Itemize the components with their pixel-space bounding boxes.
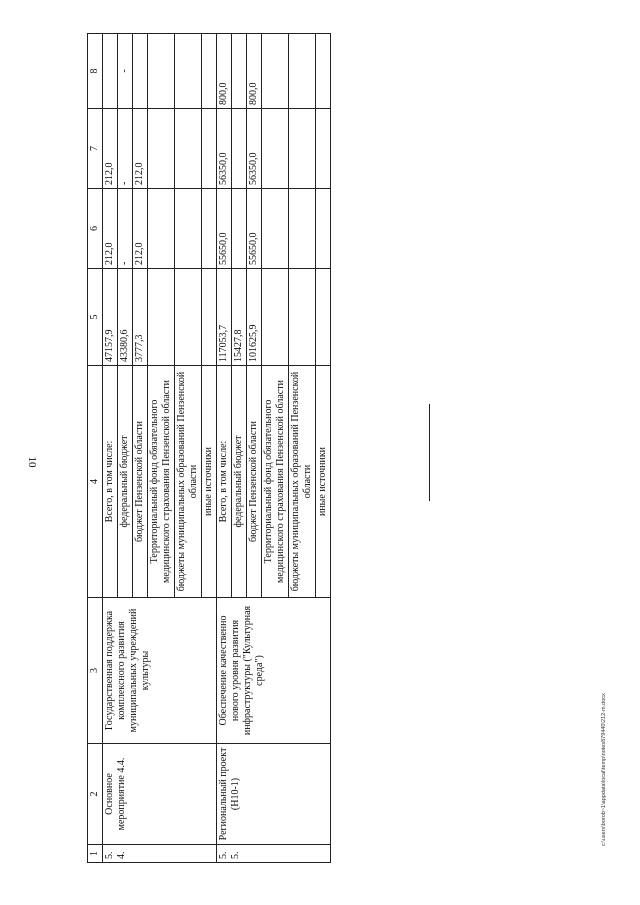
row-number: 5.4. xyxy=(103,845,217,863)
header-cell-1: 1 xyxy=(88,845,103,863)
value-col-7: - xyxy=(118,109,133,189)
value-col-6: 212,0 xyxy=(133,189,148,269)
header-cell-8: 8 xyxy=(88,34,103,109)
header-cell-5: 5 xyxy=(88,269,103,366)
funding-source: бюджет Пензенской области xyxy=(247,366,262,598)
value-col-8: 800,0 xyxy=(247,34,262,109)
value-col-7: 212,0 xyxy=(103,109,118,189)
header-cell-2: 2 xyxy=(88,744,103,845)
value-col-8 xyxy=(202,34,217,109)
header-row xyxy=(88,34,103,863)
value-col-5: 47157,9 xyxy=(103,269,118,366)
value-col-5: 43380,6 xyxy=(118,269,133,366)
value-col-7 xyxy=(175,109,202,189)
value-col-7 xyxy=(316,109,331,189)
value-col-5 xyxy=(175,269,202,366)
value-col-7: 212,0 xyxy=(133,109,148,189)
header-cell-4: 4 xyxy=(88,366,103,598)
value-col-5: 3777,3 xyxy=(133,269,148,366)
table-row xyxy=(103,34,118,863)
measure-description: Государственная поддержка комплексного развития муниципальных учреждений культуры xyxy=(103,598,217,744)
value-col-6 xyxy=(316,189,331,269)
funding-source: бюджеты муниципальных образований Пензенской области xyxy=(289,366,316,598)
funding-source: Всего, в том числе: xyxy=(217,366,232,598)
value-col-6 xyxy=(175,189,202,269)
value-col-5 xyxy=(289,269,316,366)
value-col-5: 117053,7 xyxy=(217,269,232,366)
value-col-8 xyxy=(289,34,316,109)
funding-source: Территориальный фонд обязательного медицинского страхования Пензенской области xyxy=(148,366,175,598)
value-col-6 xyxy=(262,189,289,269)
value-col-6: - xyxy=(118,189,133,269)
value-col-6 xyxy=(202,189,217,269)
value-col-8 xyxy=(262,34,289,109)
value-col-8 xyxy=(103,34,118,109)
value-col-8: 800,0 xyxy=(217,34,232,109)
funding-source: Территориальный фонд обязательного медицинского страхования Пензенской области xyxy=(262,366,289,598)
funding-source: Всего, в том числе: xyxy=(103,366,118,598)
funding-source: бюджет Пензенской области xyxy=(133,366,148,598)
value-col-5: 101625,9 xyxy=(247,269,262,366)
header-cell-7: 7 xyxy=(88,109,103,189)
value-col-8 xyxy=(232,34,247,109)
value-col-6 xyxy=(289,189,316,269)
value-col-5 xyxy=(262,269,289,366)
separator-line xyxy=(429,404,430,501)
page-number: 10 xyxy=(26,456,38,468)
value-col-6: 55650,0 xyxy=(247,189,262,269)
funding-source: федеральный бюджет xyxy=(232,366,247,598)
funding-source: бюджеты муниципальных образований Пензенской области xyxy=(175,366,202,598)
value-col-8 xyxy=(175,34,202,109)
funding-source: иные источники xyxy=(202,366,217,598)
value-col-6: 212,0 xyxy=(103,189,118,269)
budget-table xyxy=(87,33,331,863)
measure-description: Обеспечение качественно нового уровня развития инфраструктуры ("Культурная среда") xyxy=(217,598,331,744)
header-cell-3: 3 xyxy=(88,598,103,744)
value-col-7 xyxy=(148,109,175,189)
value-col-7 xyxy=(289,109,316,189)
value-col-5: 15427,8 xyxy=(232,269,247,366)
value-col-6: 55650,0 xyxy=(217,189,232,269)
value-col-6 xyxy=(232,189,247,269)
measure-name: Региональный проект (Н10-1) xyxy=(217,744,331,845)
value-col-5 xyxy=(202,269,217,366)
value-col-8 xyxy=(148,34,175,109)
value-col-6 xyxy=(148,189,175,269)
row-number: 5.5. xyxy=(217,845,331,863)
value-col-7 xyxy=(202,109,217,189)
funding-source: федеральный бюджет xyxy=(118,366,133,598)
funding-source: иные источники xyxy=(316,366,331,598)
rotated-table-container xyxy=(87,34,331,863)
table-row xyxy=(217,34,232,863)
value-col-5 xyxy=(148,269,175,366)
value-col-7: 56350,0 xyxy=(217,109,232,189)
value-col-8 xyxy=(133,34,148,109)
value-col-8 xyxy=(316,34,331,109)
value-col-7 xyxy=(232,109,247,189)
value-col-7: 56350,0 xyxy=(247,109,262,189)
measure-name: Основное мероприятие 4.4. xyxy=(103,744,217,845)
value-col-7 xyxy=(262,109,289,189)
value-col-8: - xyxy=(118,34,133,109)
value-col-5 xyxy=(316,269,331,366)
footer-file-path: c:\users\borob~1\appdata\local\temp\notes879440\212-m.docx xyxy=(601,693,607,846)
header-cell-6: 6 xyxy=(88,189,103,269)
